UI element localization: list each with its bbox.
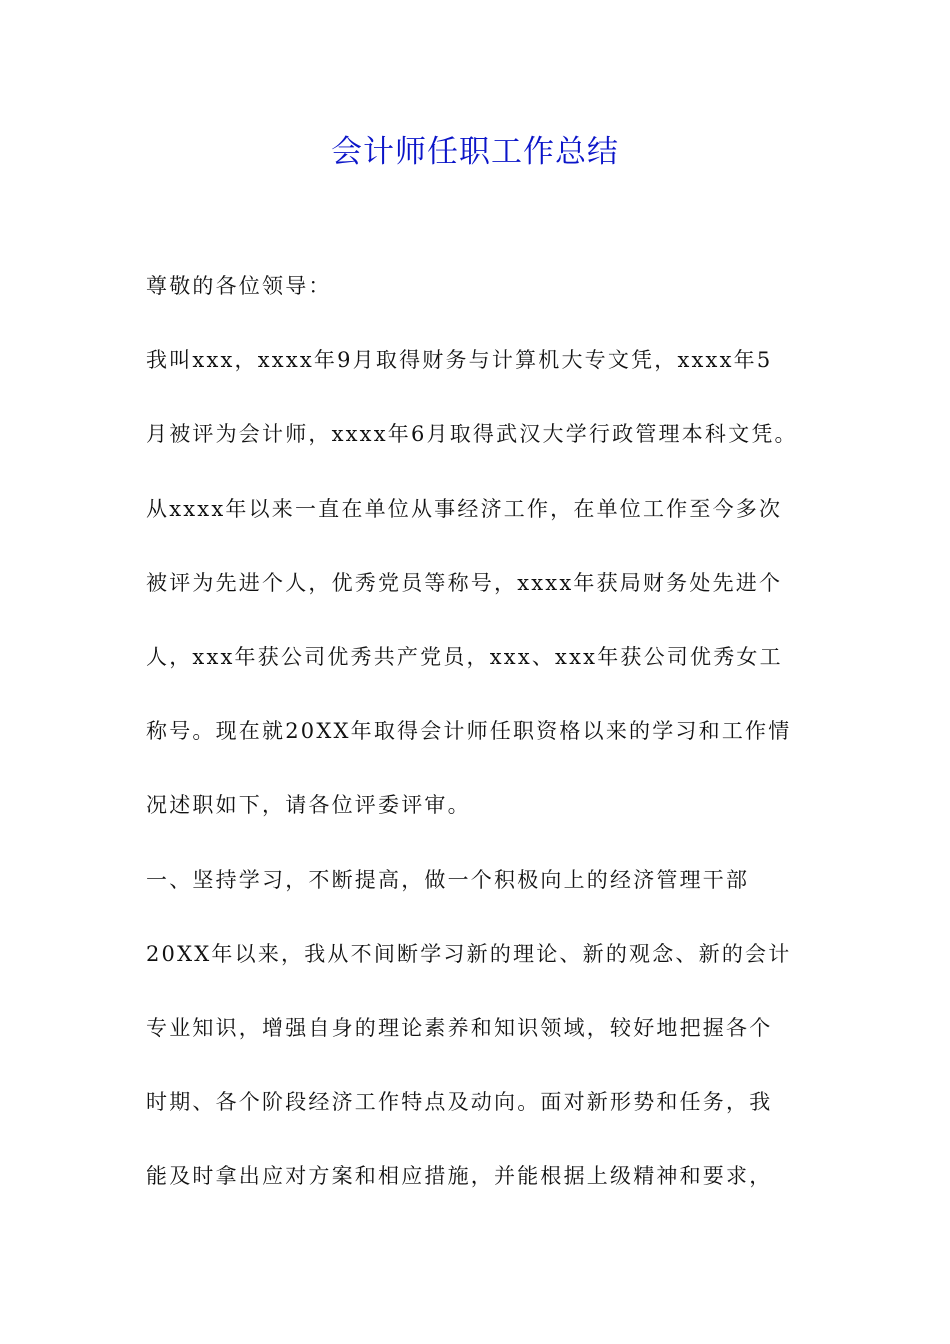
document-body xyxy=(146,262,810,1226)
body-line: 我叫xxx，xxxx年9月取得财务与计算机大专文凭，xxxx年5 xyxy=(146,348,773,373)
body-line: 况述职如下，请各位评委评审。 xyxy=(146,793,471,818)
document-title: 会计师任职工作总结 xyxy=(331,134,619,170)
body-line: 从xxxx年以来一直在单位从事经济工作，在单位工作至今多次 xyxy=(146,496,783,521)
body-line: 时期、各个阶段经济工作特点及动向。面对新形势和任务，我 xyxy=(146,1090,773,1115)
body-line: 称号。现在就20XX年取得会计师任职资格以来的学习和工作情 xyxy=(146,719,792,744)
body-line: 月被评为会计师，xxxx年6月取得武汉大学行政管理本科文凭。 xyxy=(146,422,798,447)
body-line-salutation: 尊敬的各位领导： xyxy=(146,274,332,298)
body-line: 20XX年以来，我从不间断学习新的理论、新的观念、新的会计 xyxy=(146,941,792,966)
body-line: 能及时拿出应对方案和相应措施，并能根据上级精神和要求， xyxy=(146,1164,773,1189)
section-heading: 一、坚持学习，不断提高，做一个积极向上的经济管理干部 xyxy=(146,867,750,892)
body-line: 人，xxx年获公司优秀共产党员，xxx、xxx年获公司优秀女工 xyxy=(146,644,783,669)
body-line: 专业知识，增强自身的理论素养和知识领域，较好地把握各个 xyxy=(146,1015,773,1040)
body-line: 被评为先进个人，优秀党员等称号，xxxx年获局财务处先进个 xyxy=(146,570,783,595)
